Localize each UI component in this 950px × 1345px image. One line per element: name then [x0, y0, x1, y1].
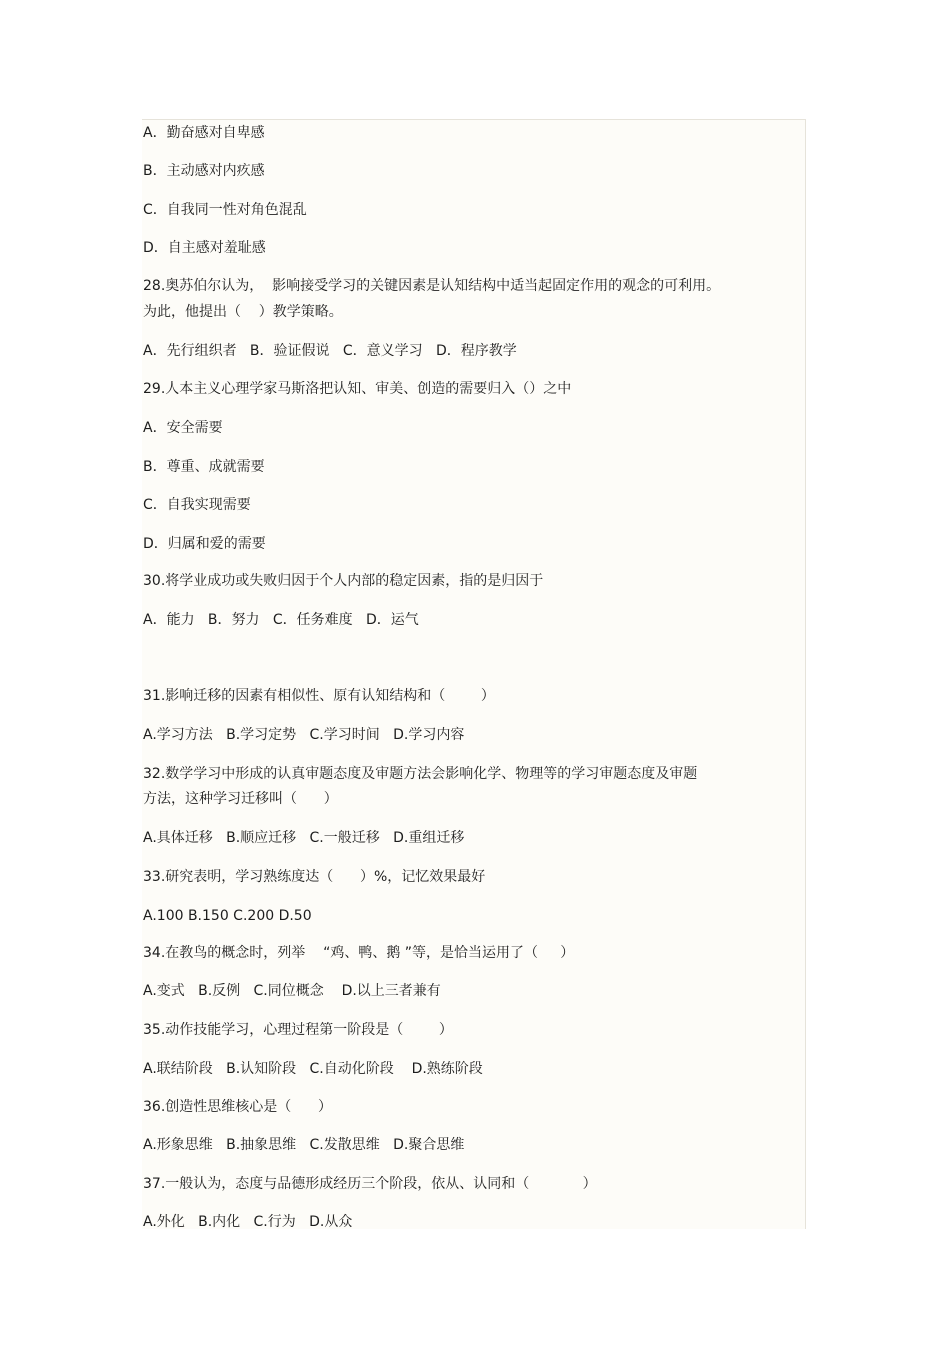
q28-options: A．先行组织者 B．验证假说 C．意义学习 D．程序教学 [143, 343, 517, 359]
q35-stem: 35.动作技能学习，心理过程第一阶段是（ ） [143, 1022, 453, 1038]
q34-options: A.变式 B.反例 C.同位概念 D.以上三者兼有 [143, 983, 441, 999]
q36-options: A.形象思维 B.抽象思维 C.发散思维 D.聚合思维 [143, 1137, 465, 1153]
q33-options: A.100 B.150 C.200 D.50 [143, 908, 312, 924]
q27-option-a: A．勤奋感对自卑感 [143, 125, 265, 141]
q29-option-c: C．自我实现需要 [143, 497, 251, 513]
q35-options: A.联结阶段 B.认知阶段 C.自动化阶段 D.熟练阶段 [143, 1061, 483, 1077]
q28-stem-line1: 28.奥苏伯尔认为， 影响接受学习的关键因素是认知结构中适当起固定作用的观念的可利用。 [143, 278, 721, 294]
q32-stem-line1: 32.数学学习中形成的认真审题态度及审题方法会影响化学、物理等的学习审题态度及审题 [143, 766, 698, 782]
q29-option-b: B．尊重、成就需要 [143, 459, 265, 475]
q36-stem: 36.创造性思维核心是（ ） [143, 1099, 332, 1115]
q29-option-a: A．安全需要 [143, 420, 223, 436]
q31-options: A.学习方法 B.学习定势 C.学习时间 D.学习内容 [143, 727, 465, 743]
q32-stem-line2: 方法，这种学习迁移叫（ ） [143, 791, 338, 807]
q31-stem: 31.影响迁移的因素有相似性、原有认知结构和（ ） [143, 688, 495, 704]
q33-stem: 33.研究表明，学习熟练度达（ ）%，记忆效果最好 [143, 869, 486, 885]
q30-stem: 30.将学业成功或失败归因于个人内部的稳定因素，指的是归因于 [143, 573, 544, 589]
q27-option-b: B．主动感对内疚感 [143, 163, 265, 179]
q37-options: A.外化 B.内化 C.行为 D.从众 [143, 1214, 353, 1230]
q30-options: A．能力 B．努力 C．任务难度 D．运气 [143, 612, 419, 628]
q27-option-d: D．自主感对羞耻感 [143, 240, 266, 256]
q34-stem: 34.在教鸟的概念时，列举 “鸡、鸭、鹅 ”等，是恰当运用了（ ） [143, 945, 575, 961]
q28-stem-line2: 为此，他提出（ ）教学策略。 [143, 304, 343, 320]
q29-option-d: D．归属和爱的需要 [143, 536, 266, 552]
q32-options: A.具体迁移 B.顺应迁移 C.一般迁移 D.重组迁移 [143, 830, 465, 846]
q37-stem: 37.一般认为，态度与品德形成经历三个阶段，依从、认同和（ ） [143, 1176, 597, 1192]
q29-stem: 29.人本主义心理学家马斯洛把认知、审美、创造的需要归入（）之中 [143, 381, 572, 397]
q27-option-c: C．自我同一性对角色混乱 [143, 202, 307, 218]
